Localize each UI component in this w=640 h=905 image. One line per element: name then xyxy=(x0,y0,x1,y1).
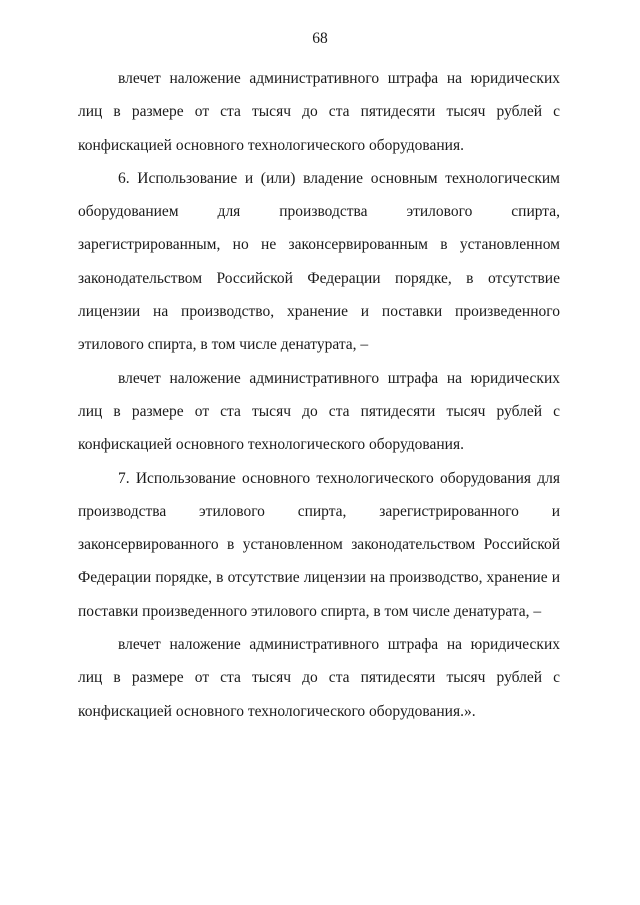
paragraph-item-6: 6. Использование и (или) владение основным технологическим оборудованием для производства этилового спирта, зарегистрированным, но не законсервированным в установленном законодательством Российской Федерации порядке, в отсутствие лицензии на производство, хранение и поставки произведенного этилового спирта, в том числе денатурата, – xyxy=(78,169,560,354)
paragraph-penalty-3: влечет наложение административного штрафа на юридических лиц в размере от ста тысяч до ста пятидесяти тысяч рублей с конфискацией основного технологического оборудования.». xyxy=(78,636,560,720)
paragraph-penalty-2: влечет наложение административного штрафа на юридических лиц в размере от ста тысяч до ста пятидесяти тысяч рублей с конфискацией основного технологического оборудования. xyxy=(78,369,560,454)
paragraph-item-7: 7. Использование основного технологического оборудования для производства этилового спирта, зарегистрированного и законсервированного в установленном законодательством Российской Федерации порядке, в отсутствие лицензии на производство, хранение и поставки произведенного этилового спирта, в том числе денатурата, – xyxy=(78,469,560,620)
page-number: 68 xyxy=(312,30,328,47)
paragraph-penalty-1: влечет наложение административного штрафа на юридических лиц в размере от ста тысяч до ста пятидесяти тысяч рублей с конфискацией основного технологического оборудования. xyxy=(78,70,560,154)
document-body xyxy=(78,62,560,728)
